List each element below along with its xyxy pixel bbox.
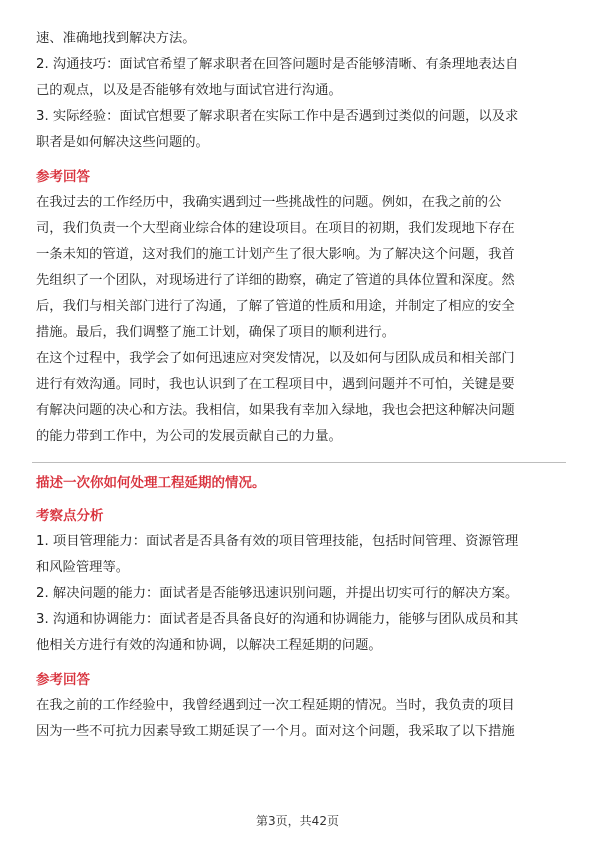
text-line: 在这个过程中，我学会了如何迅速应对突发情况，以及如何与团队成员和相关部门: [36, 351, 515, 366]
text-line: 他相关方进行有效的沟通和协调，以解决工程延期的问题。: [36, 638, 382, 653]
q1-point-2: [36, 52, 562, 104]
reference-answer-heading-2: 参考回答: [36, 672, 90, 688]
text-line: 措施。最后，我们调整了施工计划，确保了项目的顺利进行。: [36, 325, 396, 340]
text-line: 在我之前的工作经验中，我曾经遇到过一次工程延期的情况。当时，我负责的项目: [36, 698, 515, 713]
page-content: [36, 26, 562, 745]
q2-point-3: [36, 607, 562, 659]
text-line: 在我过去的工作经历中，我确实遇到过一些挑战性的问题。例如，在我之前的公: [36, 195, 502, 210]
text-line: 己的观点，以及是否能够有效地与面试官进行沟通。: [36, 83, 342, 98]
text-line: 1. 项目管理能力：面试者是否具备有效的项目管理技能，包括时间管理、资源管理: [36, 534, 519, 549]
reference-answer-heading: 参考回答: [36, 169, 90, 185]
q2-point-2: [36, 581, 562, 607]
text-line: 司，我们负责一个大型商业综合体的建设项目。在项目的初期，我们发现地下存在: [36, 221, 515, 236]
q1-point-3: [36, 104, 562, 156]
text-line: 3. 实际经验：面试官想要了解求职者在实际工作中是否遇到过类似的问题，以及求: [36, 109, 519, 124]
text-line: 进行有效沟通。同时，我也认识到了在工程项目中，遇到问题并不可怕，关键是要: [36, 377, 515, 392]
text-line: 一条未知的管道，这对我们的施工计划产生了很大影响。为了解决这个问题，我首: [36, 247, 515, 262]
analysis-heading: 考察点分析: [36, 508, 104, 524]
q2-point-1: [36, 529, 562, 581]
text-line: 2. 沟通技巧：面试官希望了解求职者在回答问题时是否能够清晰、有条理地表达自: [36, 57, 519, 72]
text-line: 职者是如何解决这些问题的。: [36, 135, 209, 150]
text-line: 和风险管理等。: [36, 560, 130, 575]
question-title: 描述一次你如何处理工程延期的情况。: [36, 475, 266, 491]
answer2-paragraph: [36, 693, 562, 745]
answer1-paragraph-1: [36, 190, 562, 346]
page-footer: 第3页，共42页: [256, 814, 339, 828]
section-divider: [32, 462, 566, 463]
answer1-paragraph-2: [36, 346, 562, 450]
intro-line: 速、准确地找到解决方法。: [36, 31, 196, 46]
text-line: 的能力带到工作中，为公司的发展贡献自己的力量。: [36, 429, 342, 444]
text-line: 先组织了一个团队，对现场进行了详细的勘察，确定了管道的具体位置和深度。然: [36, 273, 515, 288]
text-line: 后，我们与相关部门进行了沟通，了解了管道的性质和用途，并制定了相应的安全: [36, 299, 515, 314]
text-line: 3. 沟通和协调能力：面试者是否具备良好的沟通和协调能力，能够与团队成员和其: [36, 612, 519, 627]
text-line: 有解决问题的决心和方法。我相信，如果我有幸加入绿地，我也会把这种解决问题: [36, 403, 515, 418]
text-line: 2. 解决问题的能力：面试者是否能够迅速识别问题，并提出切实可行的解决方案。: [36, 586, 519, 601]
text-line: 因为一些不可抗力因素导致工期延误了一个月。面对这个问题，我采取了以下措施: [36, 724, 515, 739]
